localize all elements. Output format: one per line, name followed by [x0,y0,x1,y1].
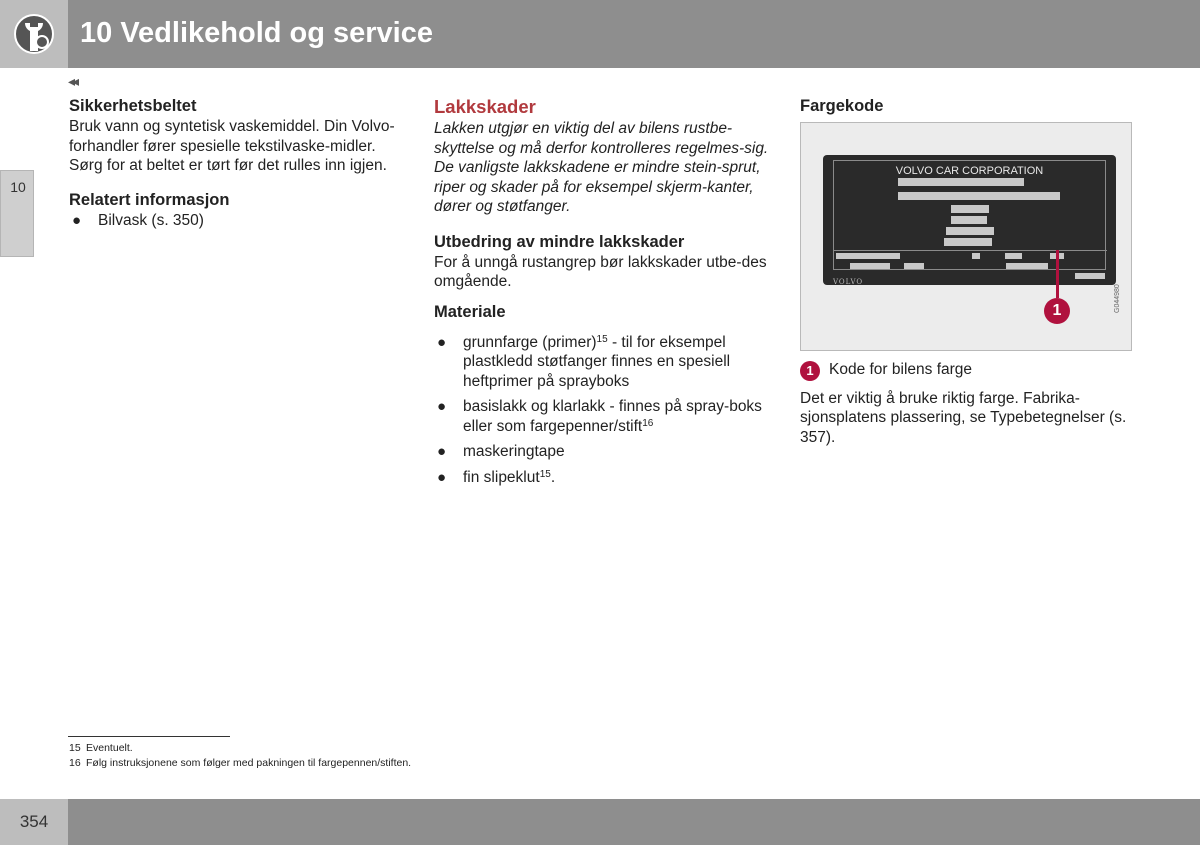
caption-text: Kode for bilens farge [829,361,973,378]
page-footer [0,799,1200,845]
footnotes [69,741,411,771]
list-item: ● basislakk og klarlakk - finnes på spray-boks eller som fargepenner/stift$^{16}$ [437,398,762,435]
column-right [800,95,1135,447]
caption-marker: 1 [800,361,820,381]
footnote-divider [68,736,230,737]
column-middle [434,95,769,487]
heading-repair: Utbedring av mindre lakkskader [434,232,685,251]
color-code-figure [800,122,1132,351]
footnote-ref[interactable]: 15 [596,333,608,345]
heading-materials: Materiale [434,302,506,321]
back-nav-arrows[interactable]: ◂◂ [68,73,77,89]
footnote-ref[interactable]: 15 [539,468,551,480]
chapter-tab[interactable] [0,170,34,257]
paragraph-paint-intro: Lakken utgjør en viktig del av bilens rustbe-skyttelse og må derfor kontrolleres regelmes-sig. De vanligste lakkskadene er mindre stein-sprut, riper og skader på for eksempel skjerm-kanter, dører og støtfanger. [434,120,769,215]
plate-field [898,192,1060,200]
plate-divider [834,250,1107,251]
type-plate-frame [833,160,1106,270]
plate-field [850,263,890,269]
bullet-icon: ● [437,468,447,486]
list-item: ● grunnfarge (primer)$^{15}$ - til for eksempel plastkledd støtfanger finnes en spesiell heftprimer på sprayboks [437,333,731,390]
chapter-icon-box [0,0,68,68]
plate-field [1005,253,1022,259]
figure-caption [800,360,1135,380]
plate-field [836,253,900,259]
plate-title: VOLVO CAR CORPORATION [895,165,1044,177]
callout-marker: 1 [1044,298,1070,324]
plate-field [944,238,992,246]
heading-sikkerhetsbeltet: Sikkerhetsbeltet [69,97,197,115]
list-item: ● maskeringtape [437,443,565,460]
plate-field [1006,263,1048,269]
figure-id: G044980 [1114,284,1121,313]
heading-related-info: Relatert informasjon [69,190,230,209]
plate-field [904,263,924,269]
list-item[interactable] [69,211,399,231]
page-header [0,0,1200,68]
bullet-icon: ● [437,398,447,415]
column-left [69,95,399,230]
plate-field [946,227,994,235]
footnote: 16 Følg instruksjonene som følger med pakningen til fargepennen/stiften. [69,757,412,769]
paragraph-belt-cleaning: Bruk vann og syntetisk vaskemiddel. Din Volvo-forhandler fører spesielle tekstilvaske-midler. Sørg for at beltet er tørt før det rulles inn igjen. [69,118,395,174]
plate-field [1075,273,1105,279]
materials-list [434,333,769,488]
bullet-icon: ● [437,333,447,351]
plate-field [972,253,980,259]
plate-field [951,216,987,224]
volvo-logo-text: VOLVO [833,278,864,286]
page-title: 10 Vedlikehold og service [80,17,433,49]
type-plate [823,155,1116,285]
footnote-ref[interactable]: 16 [642,417,654,429]
plate-field [951,205,989,213]
heading-fargekode: Fargekode [800,97,884,115]
related-link[interactable]: Bilvask (s. 350) [98,211,204,229]
bullet-icon: ● [72,211,82,229]
paragraph-repair: For å unngå rustangrep bør lakkskader utbe-des omgående. [434,253,767,290]
paragraph-color-info: Det er viktig å bruke riktig farge. Fabrika-sjonsplatens plassering, se Typebetegnelser (s. 357). [800,389,1127,446]
related-list [69,211,399,231]
plate-field [898,178,1024,186]
bullet-icon: ● [437,443,447,460]
wrench-gear-icon [13,13,55,55]
chapter-tab-label: 10 [10,179,26,195]
callout-leader-line [1056,250,1059,298]
footnote: 15 Eventuelt. [69,742,133,754]
heading-lakkskader: Lakkskader [434,96,536,117]
list-item: ● fin slipeklut$^{15}$. [437,468,556,486]
page-number: 354 [0,799,68,845]
